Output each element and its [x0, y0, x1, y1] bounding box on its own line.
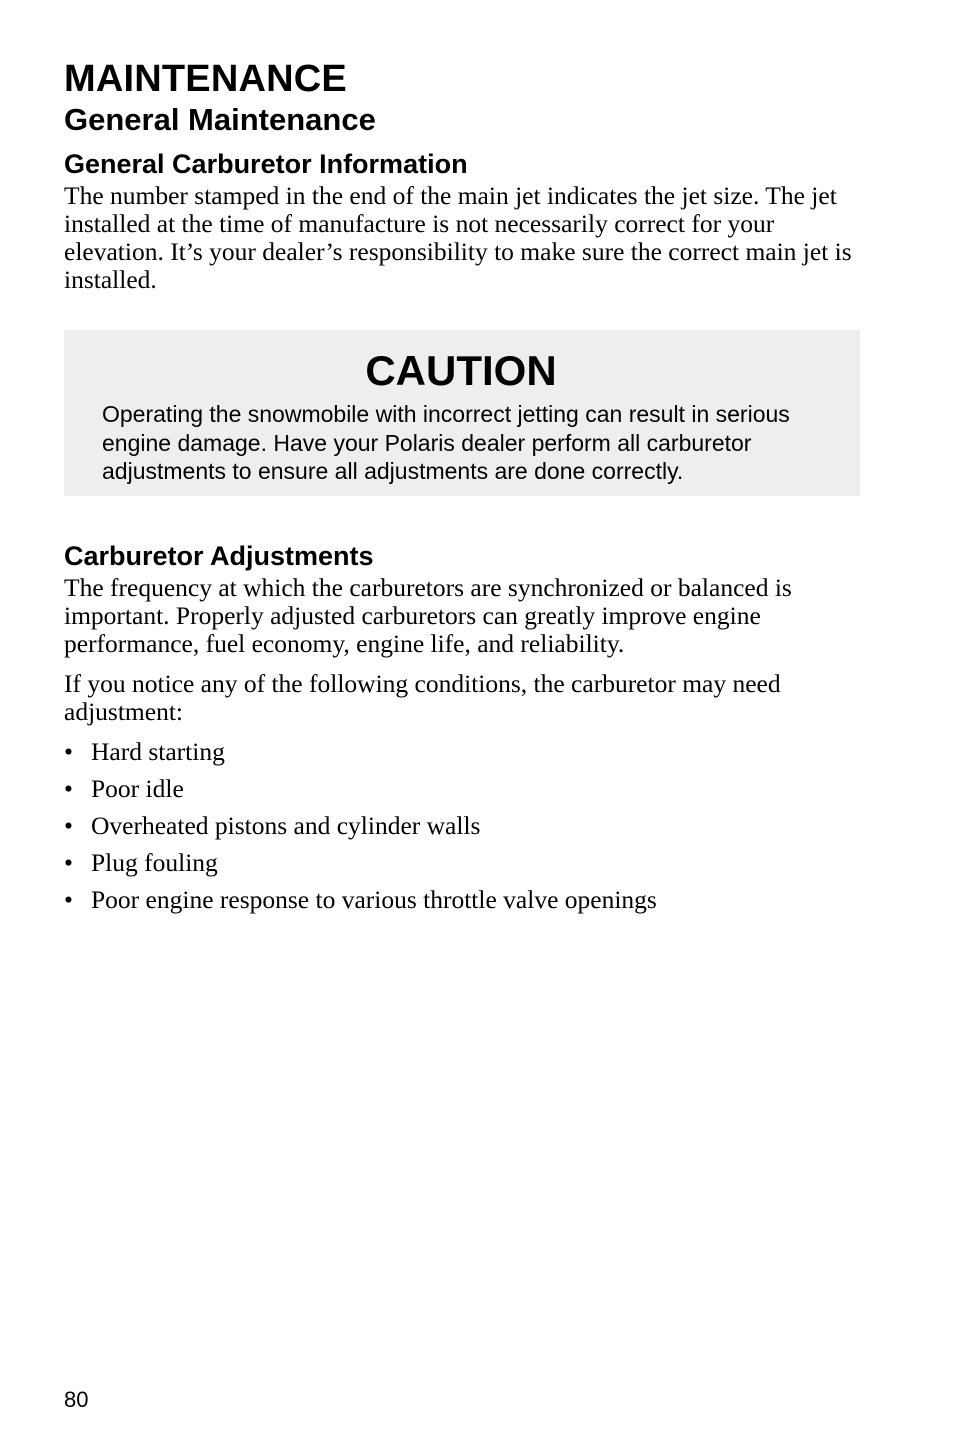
condition-text: Hard starting	[91, 736, 225, 766]
condition-text: Overheated pistons and cylinder walls	[91, 810, 481, 840]
conditions-list	[64, 738, 864, 914]
list-item	[64, 886, 864, 914]
list-item	[64, 812, 864, 840]
bullet-icon: •	[64, 884, 73, 914]
adjustments-paragraph-1: The frequency at which the carburetors are synchronized or balanced is important. Properly adjusted carburetors can greatly improve engine performance, fuel economy, engine life, and reliability.	[64, 572, 792, 658]
caution-box	[64, 330, 860, 496]
bullet-icon: •	[64, 736, 73, 766]
adjustments-paragraph-2: If you notice any of the following conditions, the carburetor may need adjustment:	[64, 668, 781, 726]
section-title: MAINTENANCE	[64, 58, 347, 100]
manual-page	[64, 56, 864, 923]
bullet-icon: •	[64, 847, 73, 877]
caution-text: Operating the snowmobile with incorrect jetting can result in serious engine damage. Have your Polaris dealer perform all carburetor adjustments to ensure all adjustments are done correctly.	[102, 401, 790, 484]
list-item	[64, 849, 864, 877]
condition-text: Poor engine response to various throttle valve openings	[91, 884, 657, 914]
caution-title: CAUTION	[365, 347, 557, 394]
carburetor-adjustments-heading: Carburetor Adjustments	[64, 540, 374, 571]
bullet-icon: •	[64, 773, 73, 803]
condition-text: Poor idle	[91, 773, 184, 803]
subsection-title: General Maintenance	[64, 102, 376, 137]
general-carburetor-heading: General Carburetor Information	[64, 149, 468, 179]
general-carburetor-text: The number stamped in the end of the main jet indicates the jet size. The jet installed at the time of manufacture is not necessarily correct for your elevation. It’s your dealer’s responsibility to make sure the correct main jet is installed.	[64, 181, 852, 294]
condition-text: Plug fouling	[91, 847, 218, 877]
list-item	[64, 775, 864, 803]
page-number: 80	[64, 1387, 89, 1412]
list-item	[64, 738, 864, 766]
bullet-icon: •	[64, 810, 73, 840]
